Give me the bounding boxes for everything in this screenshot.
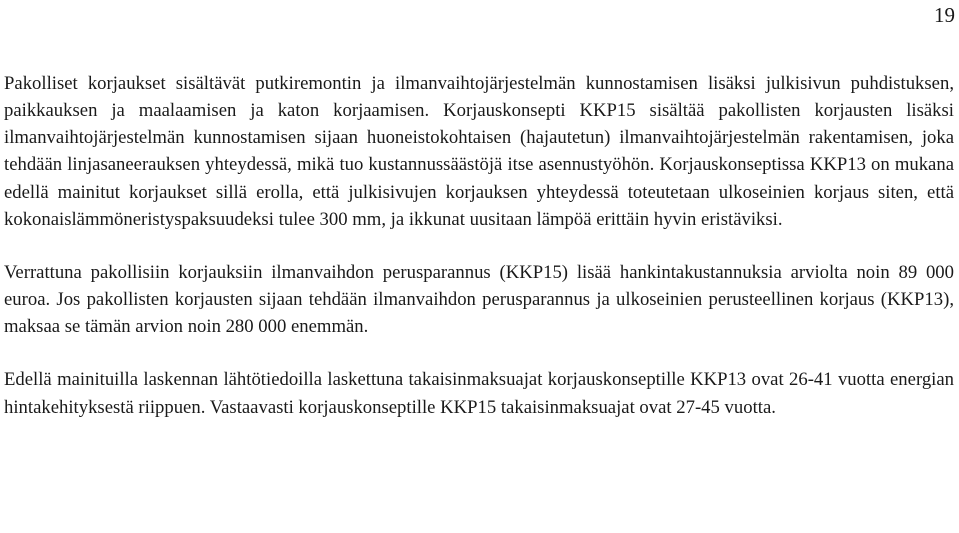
paragraph-cost-comparison: Verrattuna pakollisiin korjauksiin ilmanvaihdon perusparannus (KKP15) lisää hankintakustannuksia arviolta noin 89 000 euroa. Jos pakollisten korjausten sijaan tehdään ilmanvaihdon perusparannus ja ulkoseinien perusteellinen korjaus (KKP13), maksaa se tämän arvion noin 280 000 enemmän. — [4, 261, 954, 338]
page-number: 19 — [934, 3, 955, 27]
paragraph-payback-times: Edellä mainituilla laskennan lähtötiedoilla laskettuna takaisinmaksuajat korjauskonseptille KKP13 ovat 26-41 vuotta energian hintakehityksestä riippuen. Vastaavasti korjauskonseptille KKP15 takaisinmaksuajat ovat 27-45 vuotta. — [4, 369, 954, 418]
paragraph-mandatory-repairs: Pakolliset korjaukset sisältävät putkiremontin ja ilmanvaihtojärjestelmän kunnostamisen lisäksi julkisivun puhdistuksen, paikkauksen ja maalaamisen ja katon korjaamisen. Korjauskonsepti KKP15 sisältää pakollisten korjausten lisäksi ilmanvaihtojärjestelmän kunnostamisen sijaan huoneistokohtaisen (hajautetun) ilmanvaihtojärjestelmän rakentamisen, joka tehdään linjasaneerauksen yhteydessä, mikä tuo kustannussäästöjä itse asennustyöhön. Korjauskonseptissa KKP13 on mukana edellä mainitut korjaukset sillä erolla, että julkisivujen korjauksen yhteydessä toteutetaan ulkoseinien korjaus siten, että kokonaislämmöneristyspaksuudeksi tulee 300 mm, ja ikkunat uusitaan lämpöä erittäin hyvin eristäviksi. — [4, 73, 954, 230]
document-body — [4, 70, 954, 421]
